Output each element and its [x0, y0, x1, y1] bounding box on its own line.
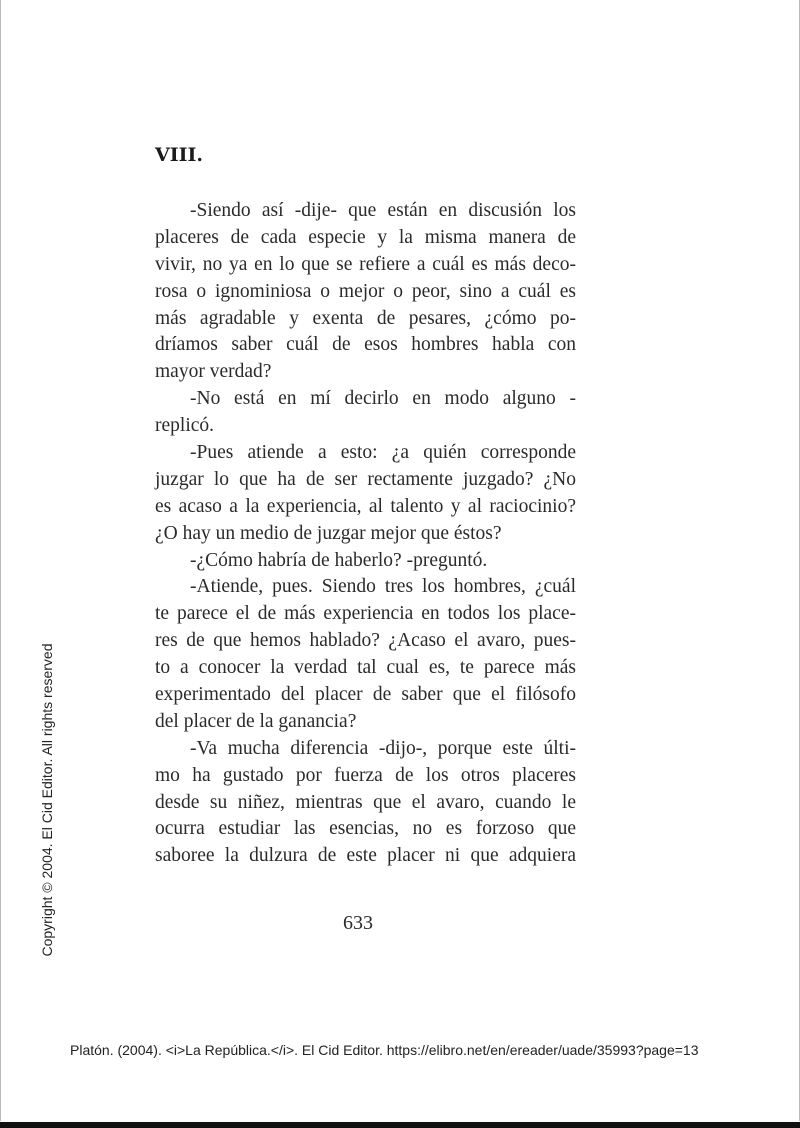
text-line: mo ha gustado por fuerza de los otros placeres	[155, 764, 576, 786]
text-line: vivir, no ya en lo que se refiere a cuál es más deco-	[155, 253, 576, 275]
text-line: juzgar lo que ha de ser rectamente juzgado? ¿No	[155, 468, 576, 490]
text-line: to a conocer la verdad tal cual es, te parece más	[155, 657, 576, 679]
text-line: placeres de cada especie y la misma manera de	[155, 226, 576, 248]
text-line: dríamos saber cuál de esos hombres habla con	[155, 334, 576, 356]
text-line: -Siendo así -dije- que están en discusión los	[190, 200, 576, 221]
text-line: -Pues atiende a esto: ¿a quién corresponde	[190, 442, 576, 464]
text-line: rosa o ignominiosa o mejor o peor, sino a cuál es	[155, 280, 576, 302]
text-line: mayor verdad?	[155, 361, 272, 383]
text-line: -No está en mí decirlo en modo alguno -	[190, 388, 576, 410]
text-line: desde su niñez, mientras que el avaro, cuando le	[155, 791, 576, 813]
text-line: del placer de la ganancia?	[155, 710, 357, 732]
text-line: es acaso a la experiencia, al talento y al raciocinio?	[155, 495, 576, 517]
text-line: experimentado del placer de saber que el filósofo	[155, 684, 576, 706]
text-line: más agradable y exenta de pesares, ¿cómo po-	[155, 307, 576, 329]
text-line: -Va mucha diferencia -dijo-, porque este últi-	[190, 737, 576, 759]
text-line: te parece el de más experiencia en todos los place-	[155, 603, 576, 625]
text-line: ocurra estudiar las esencias, no es forzoso que	[155, 818, 576, 840]
text-line: replicó.	[155, 415, 215, 437]
text-line: -¿Cómo habría de haberlo? -preguntó.	[190, 549, 488, 571]
citation: Platón. (2004). <i>La República.</i>. El Cid Editor. https://elibro.net/en/ereader/uade/35993?page=13	[70, 1042, 699, 1058]
text-line: -Atiende, pues. Siendo tres los hombres, ¿cuál	[190, 576, 576, 598]
body-text	[155, 198, 576, 870]
copyright-notice: Copyright © 2004. El Cid Editor. All rights reserved	[39, 643, 55, 957]
text-line: saboree la dulzura de este placer ni que adquiera	[155, 845, 576, 867]
text-line: ¿O hay un medio de juzgar mejor que éstos?	[155, 522, 502, 544]
chapter-heading: VIII.	[155, 144, 204, 166]
page-number: 633	[343, 912, 373, 934]
bottom-bar	[0, 1122, 800, 1128]
text-line: res de que hemos hablado? ¿Acaso el avaro, pues-	[155, 630, 576, 652]
